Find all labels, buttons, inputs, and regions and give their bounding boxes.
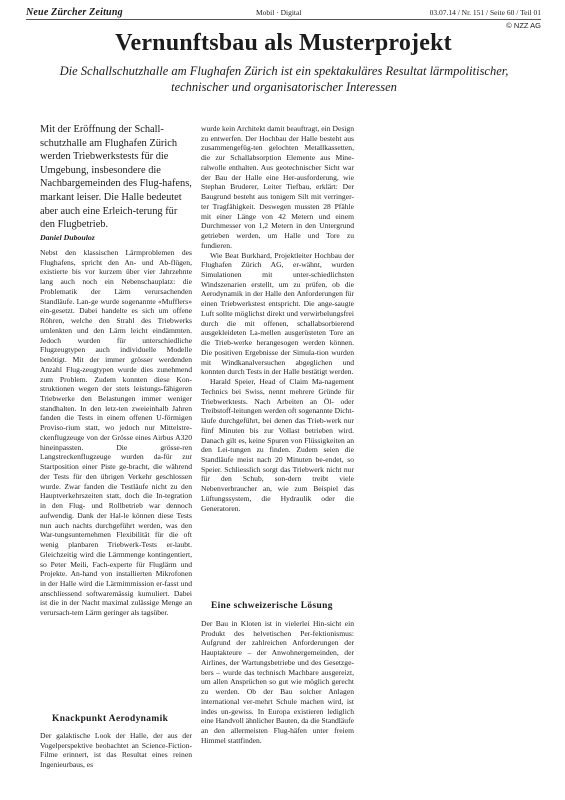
body-paragraph: Wie Beat Burkhard, Projektleiter Hochbau der Flughafen Zürich AG, er-wähnt, wurden Simulationen mit unter-schiedlichsten Windszenarien erstellt, um zu prüfen, ob die Aerodynamik in der Halle den Anforderungen für einen Triebwerkstest entspricht. Die ange-saugte Luft sollte möglichst direkt und verwirbelungsfrei durch die mit offenen, schallabsorbierend ausgekleideten La-mellen ausgerüsteten Tore an die Trieb-werke herangesogen werden können. Die positiven Ergebnisse der Simula-tion wurden mit Windkanalversuchen abgeglichen und konnten durch Tests in der Halle bestätigt werden. <box>201 250 354 377</box>
copyright-notice: © NZZ AG <box>506 21 541 30</box>
body-paragraph: Harald Speier, Head of Claim Ma-nagement Technics bei Swiss, nennt mehrere Gründe für Triebwerktests. Nach Arbeiten an Öl- oder Treibstoff-leitungen werden oft sogenannte Dicht-läufe durchgeführt, bei denen das Trieb-werk nur fünf Minuten bis zur Vollast betrieben wird. Danach gilt es, keine Spuren von Flüssigkeiten an den Lei-tungen zu finden. Zudem seien die Standläufe meist nach 20 Minuten be-endet, so Speier. Schliesslich sorgt das Triebwerk nicht nur für den Schub, son-dern treibt viele Nebenverbraucher an, wie zum Beispiel das Lüftungssystem, die Hydraulik oder die Generatoren. <box>201 377 354 513</box>
issue-meta: 03.07.14 / Nr. 151 / Seite 60 / Teil 01 <box>429 8 541 17</box>
body-column-1-continued <box>40 731 192 770</box>
body-paragraph: Der galaktische Look der Halle, der aus der Vogelperspektive beobachtet an Science-Fiction-Filme erinnert, ist das Resultat eines reinen Ingenieurbaus, es <box>40 731 192 770</box>
author-byline: Daniel Dubouloz <box>40 233 95 242</box>
subheading: Eine schweizerische Lösung <box>211 601 333 611</box>
body-paragraph: Nebst den klassischen Lärmproblemen des Flughafens, spricht den An- und Ab-flügen, existierte bis vor kurzem über vier Jahrzehnte lang auch noch ein Nebenschauplatz: die Problematik der Lärm verursachenden Standläufe. Lan-ge wurde sogenannte «Mufflers» ein-gesetzt. Dabei handelte es sich um offene Röhren, welche den Strahl des Triebwerks umlenkten und den Lärm leicht eindämmten. Jedoch wurden für unterschiedliche Flugzeugtypen auch individuelle Modelle benötigt. Mit der immer grösser werdenden Anzahl Flug-zeugtypen wurde dies zunehmend zum Problem. Zudem konnten diese Kon-struktionen wegen der stets leistungs-fähigeren Triebwerke den Belastungen immer weniger standhalten. In den letz-ten zweieinhalb Jahren fanden die Tests in einem offenen U-förmigen Proviso-rium statt, wo jedoch nur Mittelstre-ckenflugzeuge von der Grösse eines Airbus A320 hineinpassten. Die grösse-ren Langstreckenflugzeuge wurden da-für zur Startposition einer Piste ge-bracht, die während der Tests für den übrigen Verkehr geschlossen wurde. Zwar fanden die Testläufe nicht zu den Hauptverkehrszeiten statt, doch die In-tegration in den Flug- und Rollbetrieb war dennoch aufwendig. Dank der Hal-le können diese Tests nun auch nachts durchgeführt werden, was den War-tungsunternehmen Flexibilität für die oft wenig planbaren Triebwerk-Tests er-laubt. Gleichzeitig wird die Lärmmenge kontingentiert, so Peter Meili, Fach-experte für Fluglärm und Projekte. An-hand von installierten Mikrofonen in der Halle wird die Lärmimmission er-fasst und anschliessend softwaremässig kumuliert. Dabei ist die in der Nacht maximal zulässige Menge an verursach-tem Lärm geringer als tagsüber. <box>40 248 192 618</box>
body-paragraph: wurde kein Architekt damit beauftragt, ein Design zu entwerfen. Der Hochbau der Halle besteht aus zusammengefüg-ten gelochten Metallkassetten, die zur Schallabsorption Elemente aus Mine-ralwolle enthalten. Aus geotechnischer Sicht war der Bau der Halle eine Her-ausforderung, wie Stephan Bruderer, Leiter Tiefbau, erklärt: Der Baugrund besteht aus tonigem Silt mit verringer-ter Tragfähigkeit. Deswegen mussten 28 Pfähle mit einer Länge von 42 Metern und einem Durchmesser von 1,2 Metern in den Untergrund getrieben werden, um Halle und Tore zu fundieren. <box>201 124 354 250</box>
subheading: Knackpunkt Aerodynamik <box>52 714 169 724</box>
headline: Vernunftsbau als Musterprojekt <box>115 30 452 56</box>
body-column-2-continued <box>201 619 354 746</box>
section-label: Mobil · Digital <box>256 8 302 17</box>
lead-paragraph: Mit der Eröffnung der Schall-schutzhalle am Flughafen Zürich werden Triebwerkstests für die Umgebung, insbesondere die Nachbargemeinden des Flug-hafens, markant leiser. Die Halle bedeutet aber auch eine Erleich-terung für den Flugbetrieb. <box>40 124 192 231</box>
body-paragraph: Der Bau in Kloten ist in vielerlei Hin-sicht ein Produkt des helvetischen Per-fektionismus: Aufgrund der zahlreichen Anforderungen der Hauptakteure – der Anwohnergemeinden, der Airlines, der Wartungsbetriebe und des Gesetzge-bers – wurde das technisch Machbare ausgereizt, um allen Ansprüchen so gut wie möglich gerecht zu werden. Ob der Bau solcher Anlagen international ver-mehrt Schule machen wird, ist indes un-gewiss. In Europa existieren lediglich eine Handvoll ähnlicher Bauten, da die Standläufe an den allermeisten Flug-häfen unter freiem Himmel stattfinden. <box>201 619 354 745</box>
newspaper-masthead: Neue Zürcher Zeitung <box>26 7 123 18</box>
header-rule <box>26 19 541 20</box>
page-header <box>26 6 541 20</box>
body-column-2 <box>201 124 354 513</box>
body-column-1 <box>40 248 192 618</box>
deck: Die Schallschutzhalle am Flughafen Zürich ist ein spektakuläres Resultat lärmpolitischer, technischer und organisatorischer Interessen <box>59 64 509 94</box>
